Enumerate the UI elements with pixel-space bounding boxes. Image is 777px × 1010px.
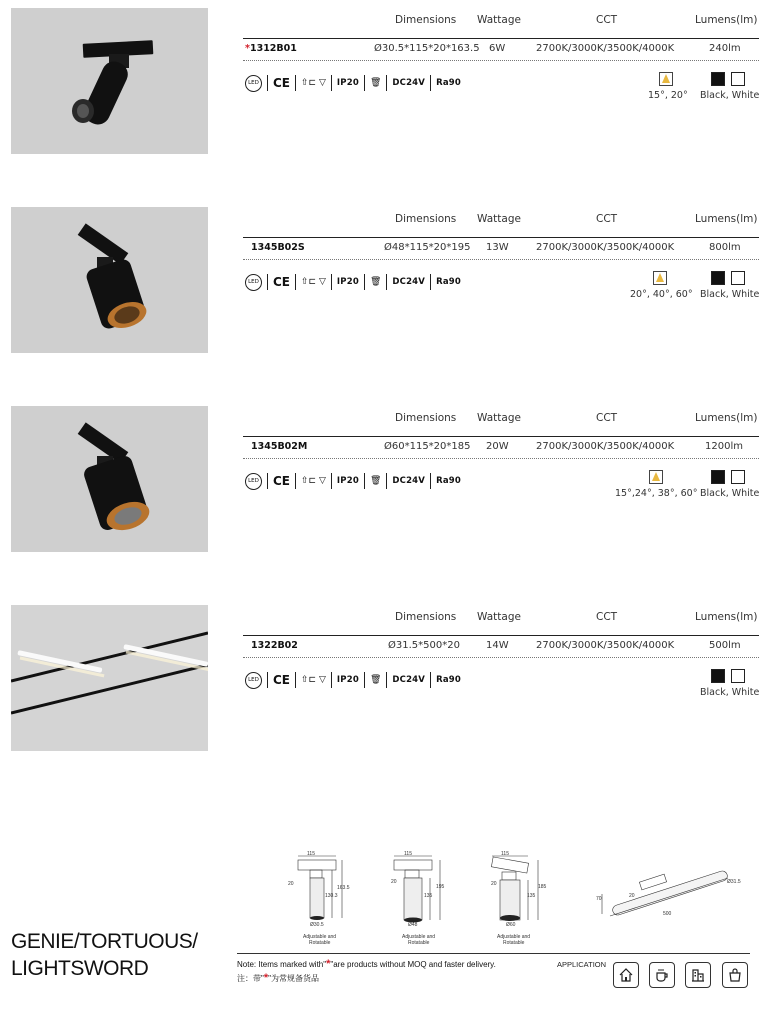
class-ii-icon: ⇧⊏ — [301, 78, 317, 88]
product-photo-1345B02S — [11, 207, 208, 353]
finish-colors: Black, White — [700, 488, 760, 499]
drawing3-diameter: Ø60 — [506, 922, 516, 928]
dotted-rule — [243, 657, 759, 658]
product-lumens: 500lm — [709, 640, 741, 651]
cert-icons — [245, 273, 461, 291]
drawing4-w20: 20 — [629, 893, 635, 899]
header-dimensions: Dimensions — [395, 14, 457, 26]
header-rule — [243, 38, 759, 39]
header-wattage: Wattage — [477, 412, 521, 424]
header-wattage: Wattage — [477, 14, 521, 26]
footer-rule — [237, 953, 750, 954]
beam-angles: 15°,24°, 38°, 60° — [615, 488, 698, 499]
product-lumens: 1200lm — [705, 441, 743, 452]
led-icon: LED — [245, 473, 262, 490]
product-photo-1312B01 — [11, 8, 208, 154]
dotted-rule — [243, 60, 759, 61]
drawing2-caption-2: Rotatable — [408, 940, 430, 946]
header-rule — [243, 237, 759, 238]
cafe-icon — [649, 962, 675, 988]
finish-colors: Black, White — [700, 289, 760, 300]
swatch-black-icon — [711, 72, 725, 86]
f-mark-icon: ▽ — [318, 675, 326, 685]
drawing2-l2: 195 — [436, 884, 445, 890]
cert-icons — [245, 472, 461, 490]
ce-icon: CE — [273, 673, 291, 687]
voltage: DC24V — [392, 277, 426, 287]
product-code: 1322B02 — [251, 640, 298, 651]
ip-rating: IP20 — [336, 675, 359, 685]
note-chinese: 注：带"*"为常规备货品 — [237, 972, 319, 984]
header-lumens: Lumens(lm) — [695, 14, 758, 26]
cert-icons — [245, 74, 461, 92]
header-dimensions: Dimensions — [395, 412, 457, 424]
office-icon — [685, 962, 711, 988]
cri: Ra90 — [436, 78, 461, 88]
product-code: 1345B02M — [251, 441, 308, 452]
application-label: APPLICATION — [557, 960, 607, 969]
header-cct: CCT — [596, 14, 618, 26]
beam-angles: 15°, 20° — [648, 90, 688, 101]
drawing4-length: 500 — [663, 911, 672, 917]
dotted-rule — [243, 259, 759, 260]
ip-rating: IP20 — [336, 78, 359, 88]
class-ii-icon: ⇧⊏ — [301, 675, 317, 685]
weee-bin-icon: 🗑 — [369, 277, 382, 287]
beam-angle-icon — [653, 271, 667, 285]
product-lumens: 240lm — [709, 43, 741, 54]
drawing4-diameter: Ø31.5 — [727, 879, 741, 885]
drawing4-height: 70 — [596, 896, 602, 902]
ce-icon: CE — [273, 76, 291, 90]
swatch-black-icon — [711, 669, 725, 683]
voltage: DC24V — [392, 476, 426, 486]
drawing1-diameter: Ø30.5 — [310, 922, 324, 928]
ce-icon: CE — [273, 474, 291, 488]
swatch-black-icon — [711, 470, 725, 484]
header-dimensions: Dimensions — [395, 611, 457, 623]
drawing1-height: 20 — [288, 881, 294, 887]
cri: Ra90 — [436, 675, 461, 685]
beam-angles: 20°, 40°, 60° — [630, 289, 693, 300]
weee-bin-icon: 🗑 — [369, 78, 382, 88]
swatch-white-icon — [731, 470, 745, 484]
spec-block-1 — [243, 14, 759, 124]
product-dimensions: Ø60*115*20*185 — [384, 441, 471, 452]
product-code: 1345B02S — [251, 242, 305, 253]
header-dimensions: Dimensions — [395, 213, 457, 225]
class-ii-icon: ⇧⊏ — [301, 277, 317, 287]
swatch-white-icon — [731, 72, 745, 86]
product-dimensions: Ø30.5*115*20*163.5 — [374, 43, 480, 54]
product-photo-1345B02M — [11, 406, 208, 552]
finish-colors: Black, White — [700, 687, 760, 698]
f-mark-icon: ▽ — [318, 476, 326, 486]
finish-colors: Black, White — [700, 90, 760, 101]
header-rule — [243, 436, 759, 437]
product-cct: 2700K/3000K/3500K/4000K — [536, 43, 675, 54]
product-wattage: 20W — [486, 441, 509, 452]
drawing3-caption-1: Adjustable and — [497, 934, 531, 940]
product-cct: 2700K/3000K/3500K/4000K — [536, 640, 675, 651]
beam-angle-icon — [659, 72, 673, 86]
header-lumens: Lumens(lm) — [695, 611, 758, 623]
header-rule — [243, 635, 759, 636]
led-icon: LED — [245, 75, 262, 92]
product-cct: 2700K/3000K/3500K/4000K — [536, 441, 675, 452]
led-icon: LED — [245, 672, 262, 689]
drawing2-diameter: Ø48 — [408, 922, 418, 928]
ip-rating: IP20 — [336, 476, 359, 486]
series-title: GENIE/TORTUOUS/ LIGHTSWORD — [11, 930, 198, 980]
spec-block-3 — [243, 412, 759, 522]
product-dimensions: Ø48*115*20*195 — [384, 242, 471, 253]
weee-bin-icon: 🗑 — [369, 675, 382, 685]
product-wattage: 13W — [486, 242, 509, 253]
header-wattage: Wattage — [477, 611, 521, 623]
spec-block-4 — [243, 611, 759, 721]
weee-bin-icon: 🗑 — [369, 476, 382, 486]
drawing3-l1: 135 — [527, 893, 536, 899]
class-ii-icon: ⇧⊏ — [301, 476, 317, 486]
drawing3-height: 20 — [491, 881, 497, 887]
product-cct: 2700K/3000K/3500K/4000K — [536, 242, 675, 253]
drawing3-l2: 185 — [538, 884, 547, 890]
header-cct: CCT — [596, 412, 618, 424]
drawing1-l2: 163.5 — [337, 885, 350, 891]
shopping-icon — [722, 962, 748, 988]
spec-block-2 — [243, 213, 759, 323]
header-cct: CCT — [596, 611, 618, 623]
drawing3-width: 115 — [501, 851, 509, 857]
product-photo-1322B02 — [11, 605, 208, 751]
product-wattage: 6W — [489, 43, 506, 54]
swatch-white-icon — [731, 669, 745, 683]
drawing3-caption-2: Rotatable — [503, 940, 525, 946]
header-lumens: Lumens(lm) — [695, 412, 758, 424]
dotted-rule — [243, 458, 759, 459]
product-wattage: 14W — [486, 640, 509, 651]
home-icon — [613, 962, 639, 988]
f-mark-icon: ▽ — [318, 277, 326, 287]
cri: Ra90 — [436, 277, 461, 287]
drawing2-height: 20 — [391, 879, 397, 885]
drawing1-l1: 130.3 — [325, 893, 338, 899]
swatch-black-icon — [711, 271, 725, 285]
drawing2-caption-1: Adjustable and — [402, 934, 436, 940]
product-code: *1312B01 — [245, 43, 297, 54]
ip-rating: IP20 — [336, 277, 359, 287]
technical-drawings — [280, 848, 760, 948]
drawing2-width: 115 — [404, 851, 412, 857]
drawing2-l1: 135 — [424, 893, 433, 899]
header-wattage: Wattage — [477, 213, 521, 225]
ce-icon: CE — [273, 275, 291, 289]
swatch-white-icon — [731, 271, 745, 285]
cert-icons — [245, 671, 461, 689]
star-mark: * — [245, 43, 250, 54]
header-cct: CCT — [596, 213, 618, 225]
product-lumens: 800lm — [709, 242, 741, 253]
voltage: DC24V — [392, 78, 426, 88]
beam-angle-icon — [649, 470, 663, 484]
drawing1-width: 115 — [307, 851, 315, 857]
product-dimensions: Ø31.5*500*20 — [388, 640, 460, 651]
note-english: Note: Items marked with"*"are products without MOQ and faster delivery. — [237, 958, 496, 970]
header-lumens: Lumens(lm) — [695, 213, 758, 225]
drawing1-caption-1: Adjustable and — [303, 934, 337, 940]
f-mark-icon: ▽ — [318, 78, 326, 88]
cri: Ra90 — [436, 476, 461, 486]
led-icon: LED — [245, 274, 262, 291]
drawing1-caption-2: Rotatable — [309, 940, 331, 946]
voltage: DC24V — [392, 675, 426, 685]
